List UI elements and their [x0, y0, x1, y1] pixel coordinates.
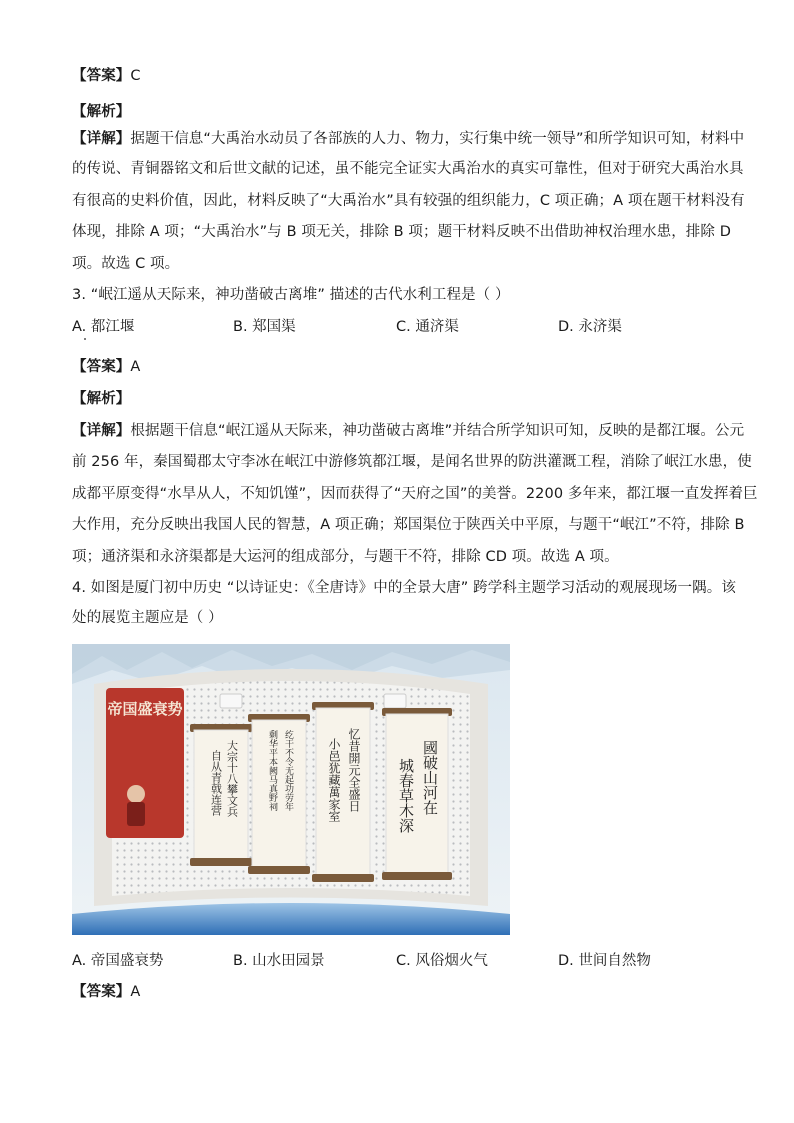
q4-answer: 【答案】A	[72, 984, 141, 1000]
svg-text:剩华平本阙马真野祠: 剩华平本阙马真野祠	[267, 730, 277, 811]
q3-detail-line-1: 【详解】根据题干信息“岷江遥从天际来，神功凿破古离堆”并结合所学知识可知，反映的是都江堰。公元	[72, 423, 745, 439]
q2-detail-line-1: 【详解】据题干信息“大禹治水动员了各部族的人力、物力，实行集中统一领导”和所学知识可知，材料中	[72, 131, 745, 147]
svg-text:小邑犹藏萬家室: 小邑犹藏萬家室	[327, 738, 341, 822]
q2-detail-line-3: 有很高的史料价值，因此，材料反映了“大禹治水”具有较强的组织能力，C 项正确；A 项在题干材料没有	[72, 193, 745, 209]
q3-option-c: C. 通济渠	[396, 319, 459, 335]
svg-text:國破山河在: 國破山河在	[421, 740, 439, 815]
q2-answer: 【答案】C	[72, 68, 141, 84]
q4-options	[72, 951, 732, 971]
scroll-4	[382, 708, 452, 880]
q4-option-a: A. 帝国盛衰势	[72, 953, 164, 969]
svg-text:纥干不令无起功劳年: 纥干不令无起功劳年	[283, 730, 293, 811]
q3-detail-line-2: 前 256 年，秦国蜀郡太守李冰在岷江中游修筑都江堰，是闻名世界的防洪灌溉工程，消除了岷江水患，使	[72, 454, 752, 470]
svg-text:城春草木深: 城春草木深	[397, 758, 415, 833]
panel-title-text: 帝国盛衰势	[107, 700, 183, 718]
q4-option-c: C. 风俗烟火气	[396, 953, 488, 969]
q2-detail-line-4: 体现，排除 A 项；“大禹治水”与 B 项无关，排除 B 项；题干材料反映不出借助神权治理水患，排除 D	[72, 224, 731, 240]
q3-option-a: A. 都江堰	[72, 319, 135, 335]
scroll-2	[248, 714, 310, 874]
q3-analysis-label: 【解析】	[72, 391, 131, 407]
q2-analysis-label: 【解析】	[72, 104, 131, 120]
q3-detail-line-3: 成都平原变得“水旱从人，不知饥馑”，因而获得了“天府之国”的美誉。2200 多年来，都江堰一直发挥着巨	[72, 486, 758, 502]
q2-detail-line-2: 的传说、青铜器铭文和后世文献的记述，虽不能完全证实大禹治水的真实可靠性，但对于研究大禹治水具	[72, 161, 744, 177]
q4-option-b: B. 山水田园景	[233, 953, 325, 969]
q3-options	[72, 317, 732, 337]
svg-text:大宗十八攀文兵: 大宗十八攀文兵	[225, 740, 239, 817]
q3-answer: 【答案】A	[72, 359, 141, 375]
svg-text:自从青戟连营: 自从青戟连营	[209, 750, 223, 816]
exhibition-photo-drawing	[72, 644, 510, 935]
svg-text:忆昔開元全盛日: 忆昔開元全盛日	[347, 728, 361, 812]
q3-detail-line-4: 大作用，充分反映出我国人民的智慧，A 项正确；郑国渠位于陕西关中平原，与题干“岷江”不符，排除 B	[72, 517, 745, 533]
q3-option-d: D. 永济渠	[558, 319, 622, 335]
scroll-3	[312, 702, 374, 882]
q3-detail-line-5: 项；通济渠和永济渠都是大运河的组成部分，与题干不符，排除 CD 项。故选 A 项。	[72, 549, 619, 565]
exhibition-photo	[72, 644, 510, 935]
q2-detail-line-5: 项。故选 C 项。	[72, 256, 180, 272]
q4-option-d: D. 世间自然物	[558, 953, 651, 969]
scroll-1	[190, 724, 252, 866]
stray-dot	[84, 338, 86, 340]
q3-stem: 3. “岷江遥从天际来，神功凿破古离堆” 描述的古代水利工程是（ ）	[72, 287, 510, 303]
q3-option-b: B. 郑国渠	[233, 319, 296, 335]
q4-stem-line-2: 处的展览主题应是（ ）	[72, 610, 223, 626]
q4-stem-line-1: 4. 如图是厦门初中历史 “以诗证史：《全唐诗》中的全景大唐” 跨学科主题学习活动的观展现场一隅。该	[72, 580, 736, 596]
